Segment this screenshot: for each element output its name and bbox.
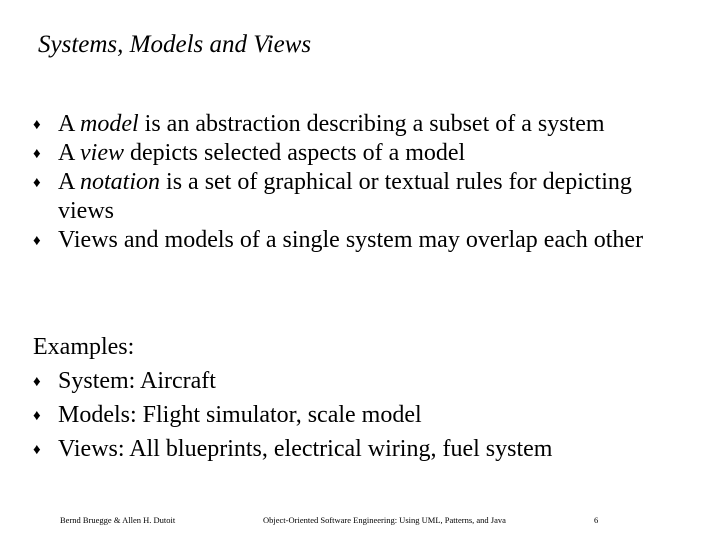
bullet-item bbox=[33, 168, 693, 226]
example-text: Models: Flight simulator, scale model bbox=[58, 402, 422, 428]
bullet-text-after: is a set of graphical or textual rules for depicting views bbox=[58, 169, 632, 224]
footer-book-title: Object-Oriented Software Engineering: Using UML, Patterns, and Java bbox=[263, 515, 506, 525]
footer-page-number: 6 bbox=[594, 515, 599, 525]
definition-bullet-list bbox=[33, 110, 693, 255]
examples-list bbox=[33, 364, 693, 466]
bullet-text-after: Views and models of a single system may overlap each other bbox=[58, 227, 644, 253]
bullet-text-after: is an abstraction describing a subset of a system bbox=[138, 111, 605, 137]
bullet-term: view bbox=[80, 140, 124, 166]
diamond-bullet-icon: ♦ bbox=[33, 408, 41, 424]
bullet-text-before: A bbox=[58, 111, 81, 137]
bullet-term: notation bbox=[80, 169, 161, 195]
diamond-bullet-icon: ♦ bbox=[33, 233, 41, 249]
slide-title: Systems, Models and Views bbox=[38, 31, 312, 58]
example-text: System: Aircraft bbox=[58, 368, 216, 394]
example-item bbox=[33, 398, 693, 432]
diamond-bullet-icon: ♦ bbox=[33, 442, 41, 458]
examples-section bbox=[33, 330, 693, 466]
bullet-term: model bbox=[80, 111, 139, 137]
bullet-text-after: depicts selected aspects of a model bbox=[124, 140, 466, 166]
bullet-text-before: A bbox=[58, 169, 81, 195]
bullet-item bbox=[33, 139, 693, 168]
diamond-bullet-icon: ♦ bbox=[33, 146, 41, 162]
bullet-item bbox=[33, 226, 693, 255]
example-text: Views: All blueprints, electrical wiring, fuel system bbox=[58, 436, 553, 462]
examples-heading: Examples: bbox=[33, 334, 135, 360]
bullet-item bbox=[33, 110, 693, 139]
diamond-bullet-icon: ♦ bbox=[33, 374, 41, 390]
example-item bbox=[33, 364, 693, 398]
diamond-bullet-icon: ♦ bbox=[33, 175, 41, 191]
bullet-text-before: A bbox=[58, 140, 81, 166]
footer-authors: Bernd Bruegge & Allen H. Dutoit bbox=[60, 515, 176, 525]
diamond-bullet-icon: ♦ bbox=[33, 117, 41, 133]
example-item bbox=[33, 432, 693, 466]
